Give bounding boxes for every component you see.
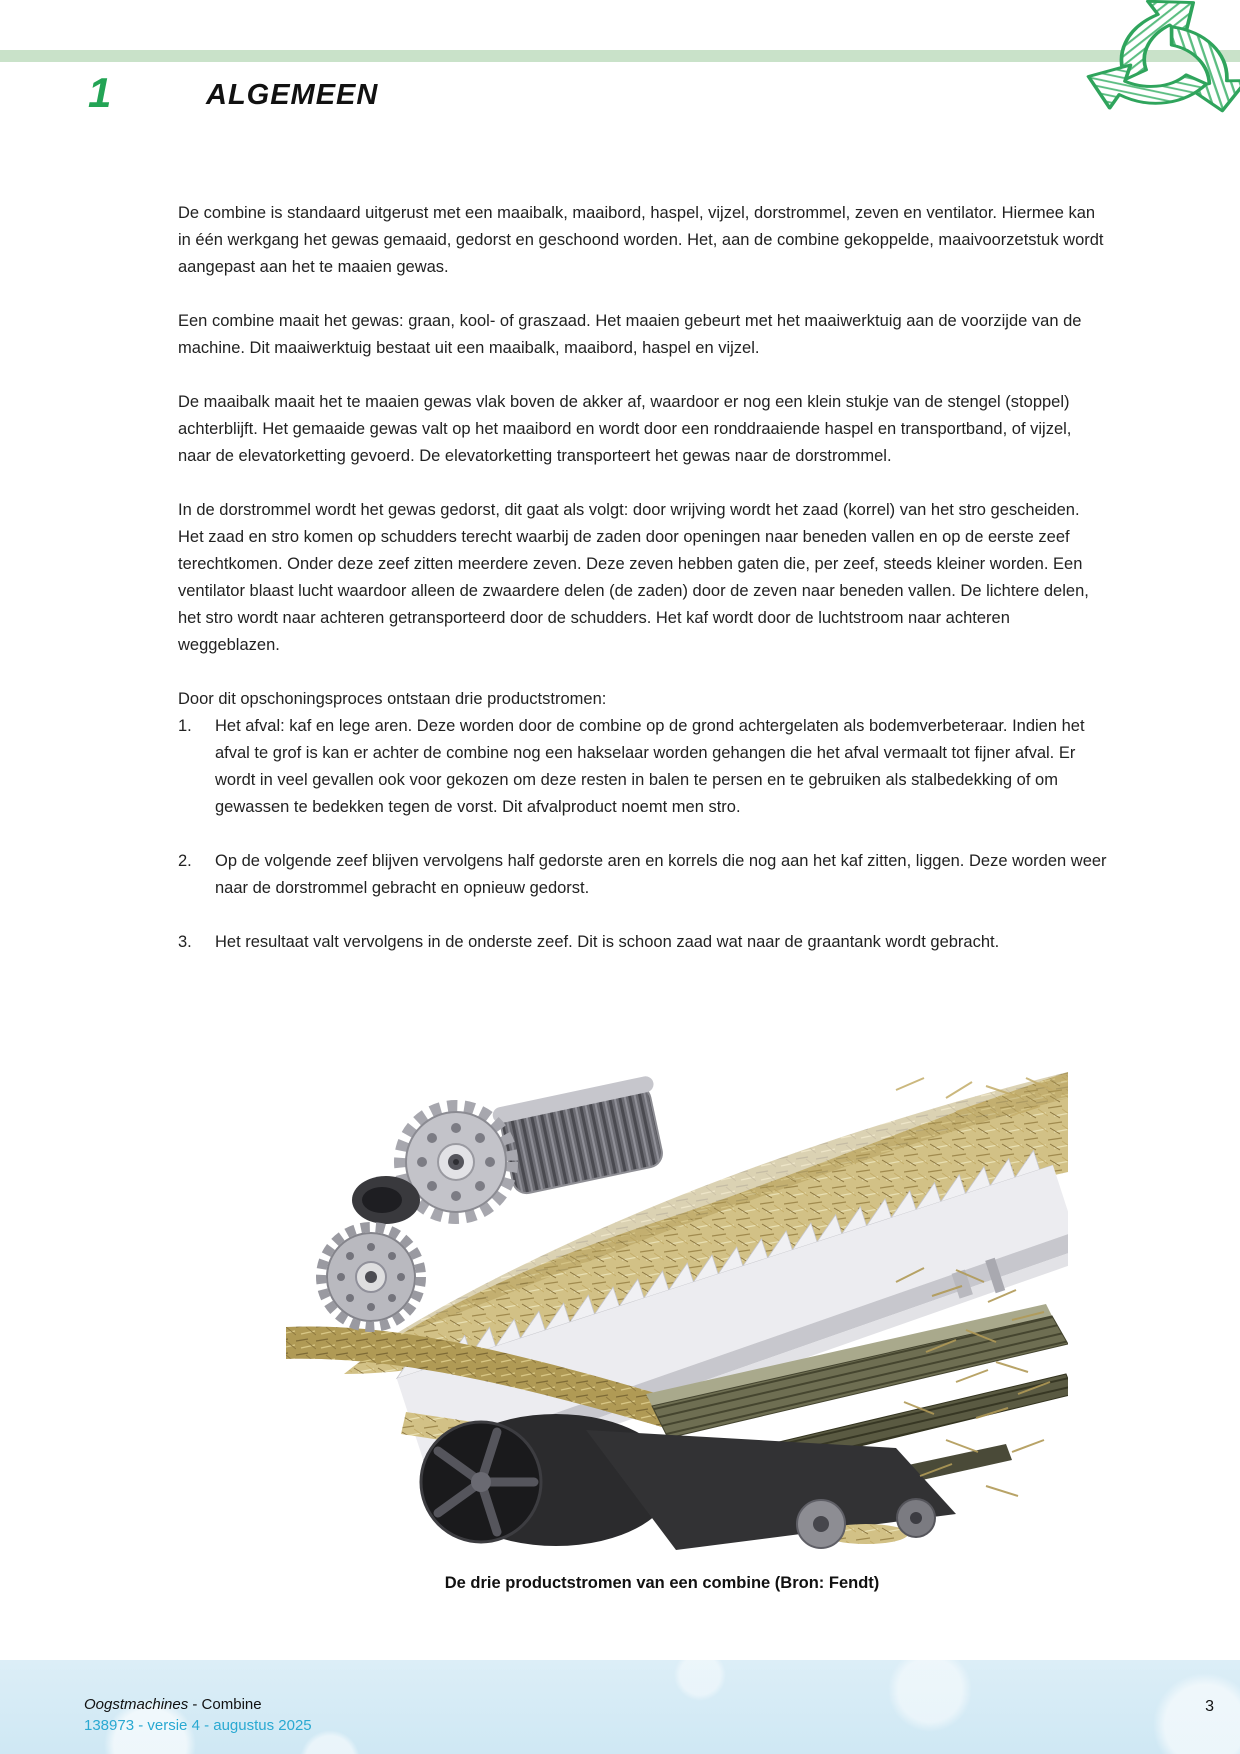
list-item-2 — [178, 848, 1108, 902]
list-item-number: 1. — [178, 717, 192, 735]
list-intro: Door dit opschoningsproces ontstaan drie productstromen: — [178, 690, 607, 708]
page-number: 3 — [1205, 1698, 1214, 1715]
list-item-number: 2. — [178, 852, 192, 870]
combine-figure — [256, 1072, 1068, 1593]
list-item-1 — [178, 713, 1108, 821]
list-item-text: Het afval: kaf en lege aren. Deze worden door de combine op de grond achtergelaten als bodemverbeteraar. Indien het afval te grof is kan er achter de combine nog een hakselaar worden gehangen die het afval vermaalt tot fijner afval. Er wordt in veel gevallen ook voor gekozen om deze resten in balen te persen en te gebruiken als stalbedekking of om gewassen te bedekken tegen de vorst. Dit afvalproduct noemt men stro. — [215, 717, 1085, 816]
figure-caption: De drie productstromen van een combine (Bron: Fendt) — [444, 1574, 880, 1592]
paragraph-combine-standard: De combine is standaard uitgerust met een maaibalk, maaibord, haspel, vijzel, dorstrommel, zeven en ventilator. Hiermee kan in één werkgang het gewas gemaaid, gedorst en geschoond worden. Het, aan de combine gekoppelde, maaivoorzetstuk wordt aangepast aan het te maaien gewas. — [178, 204, 1104, 276]
header-green-bar — [0, 50, 1240, 62]
body-text — [178, 200, 1108, 956]
footer-product: - Combine — [192, 1696, 262, 1713]
page-footer — [0, 1660, 1240, 1754]
footer-title-line — [84, 1696, 312, 1713]
footer-version-line: 138973 - versie 4 - augustus 2025 — [84, 1717, 312, 1734]
recycle-icon — [1084, 0, 1240, 124]
chapter-number: 1 — [88, 69, 112, 116]
list-item-number: 3. — [178, 933, 192, 951]
list-item-text: Op de volgende zeef blijven vervolgens half gedorste aren en korrels die nog aan het kaf zitten, liggen. Deze worden weer naar de dorstrommel gebracht en opnieuw gedorst. — [215, 852, 1107, 897]
footer-series: Oogstmachines — [84, 1696, 189, 1713]
list-item-3 — [178, 929, 1108, 956]
combine-cutaway-image — [256, 1072, 1068, 1558]
paragraph-dorstrommel: In de dorstrommel wordt het gewas gedorst, dit gaat als volgt: door wrijving wordt het zaad (korrel) van het stro gescheiden. Het zaad en stro komen op schudders terecht waarbij de zaden door openingen naar beneden vallen en op de eerste zeef terechtkomen. Onder deze zeef zitten meerdere zeven. Deze zeven hebben gaten die, per zeef, steeds kleiner worden. Een ventilator blaast lucht waardoor alleen de zwaardere delen (de zaden) door de zeven naar beneden vallen. De lichtere delen, het stro wordt naar achteren getransporteerd door de schudders. Het kaf wordt door de luchtstroom naar achteren weggeblazen. — [178, 501, 1089, 654]
chapter-title: ALGEMEEN — [206, 79, 379, 111]
paragraph-maaibalk: De maaibalk maait het te maaien gewas vlak boven de akker af, waardoor er nog een klein stukje van de stengel (stoppel) achterblijft. Het gemaaide gewas valt op het maaibord en wordt door een ronddraaiende haspel en transportband, of vijzel, naar de elevatorketting gevoerd. De elevatorketting transporteert het gewas naar de dorstrommel. — [178, 393, 1072, 465]
footer-text-block — [84, 1696, 312, 1734]
paragraph-combine-maait: Een combine maait het gewas: graan, kool- of graszaad. Het maaien gebeurt met het maaiwerktuig aan de voorzijde van de machine. Dit maaiwerktuig bestaat uit een maaibalk, maaibord, haspel en vijzel. — [178, 312, 1082, 357]
list-item-text: Het resultaat valt vervolgens in de onderste zeef. Dit is schoon zaad wat naar de graantank wordt gebracht. — [215, 933, 1000, 951]
